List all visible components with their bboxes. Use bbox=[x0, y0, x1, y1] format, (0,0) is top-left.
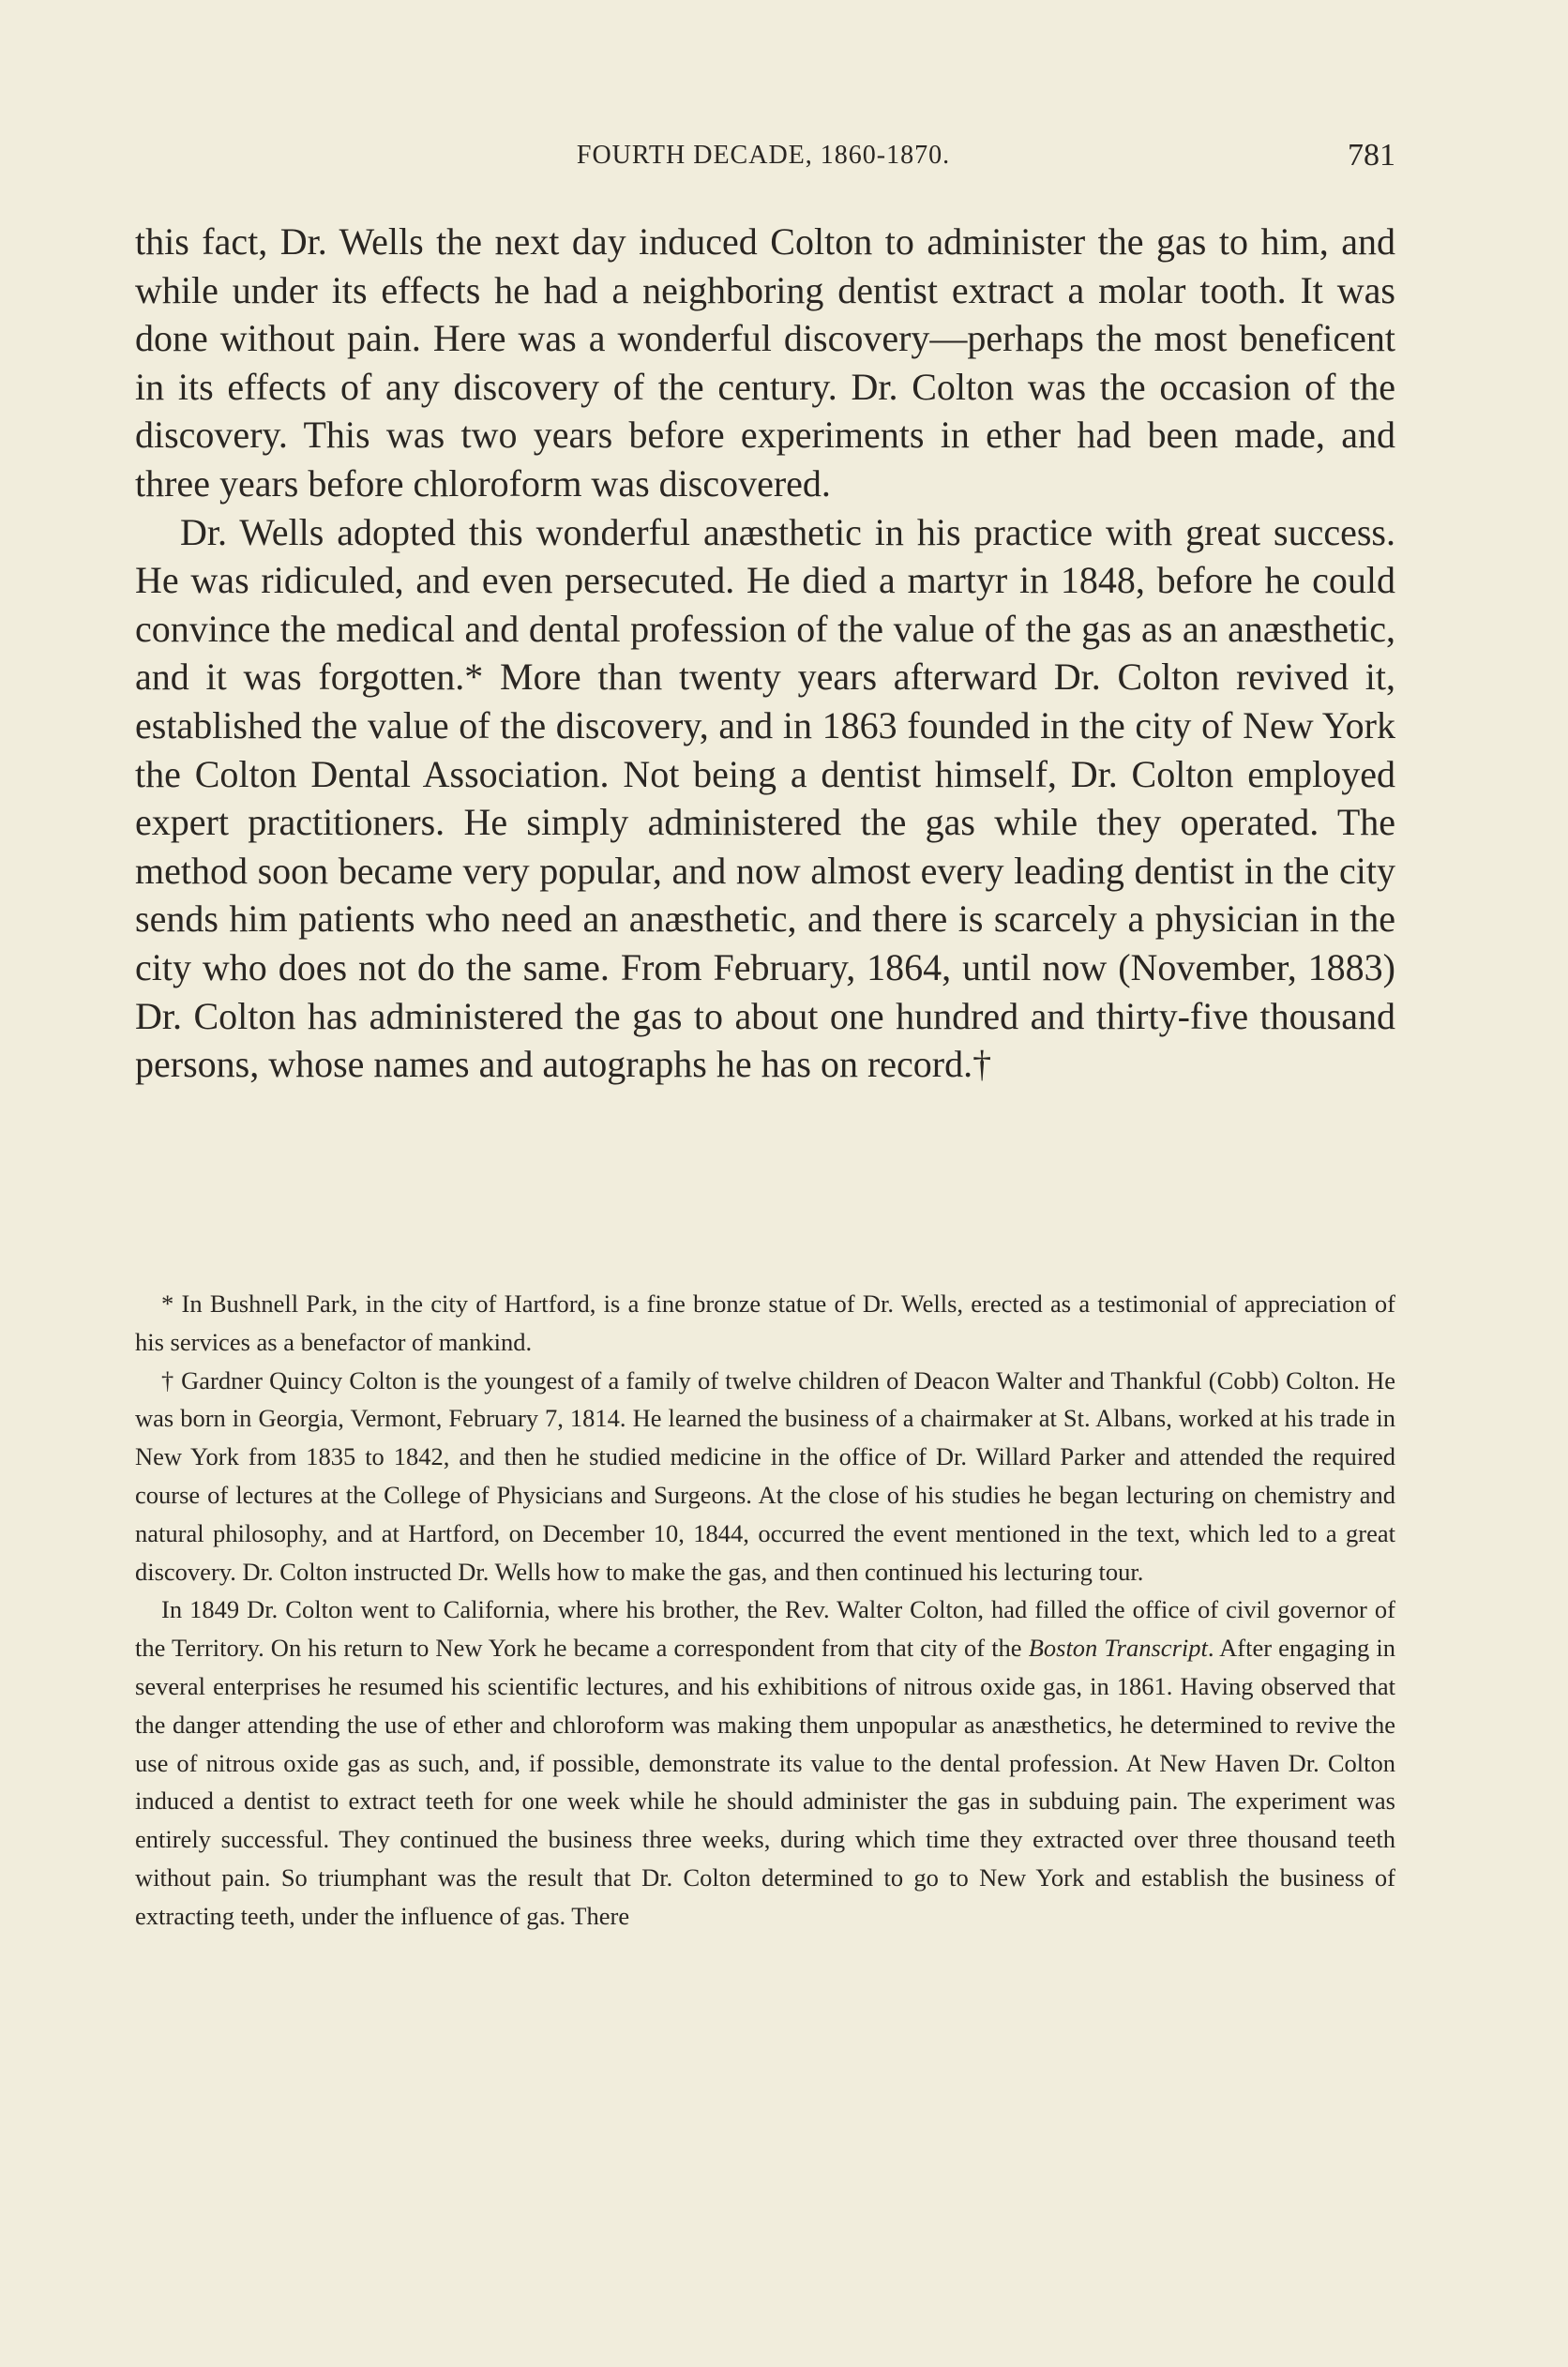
body-paragraph-2: Dr. Wells adopted this wonderful anæsthetic in his practice with great success. He was ridiculed, and even persecuted. He died a martyr in 1848, before he could convince the medical and dental profession of the value of the gas as an anæsthetic, and it was forgotten.* More than twenty years afterward Dr. Colton revived it, established the value of the discovery, and in 1863 founded in the city of New York the Colton Dental Association. Not being a dentist himself, Dr. Colton employed expert practitioners. He simply administered the gas while they operated. The method soon became very popular, and now almost every leading dentist in the city sends him patients who need an anæsthetic, and there is scarcely a physician in the city who does not do the same. From February, 1864, until now (November, 1883) Dr. Colton has administered the gas to about one hundred and thirty-five thousand persons, whose names and autographs he has on record.† bbox=[135, 510, 1395, 1086]
footnotes bbox=[135, 1285, 1395, 1936]
footnote-asterisk: * In Bushnell Park, in the city of Hartford, is a fine bronze statue of Dr. Wells, erected as a testimonial of appreciation of his services as a benefactor of mankind. bbox=[135, 1289, 1395, 1356]
running-head bbox=[131, 137, 1395, 174]
footnote-dagger-continued bbox=[135, 1591, 1395, 1935]
footnote-dagger: † Gardner Quincy Colton is the youngest of a family of twelve children of Deacon Walter and Thankful (Cobb) Colton. He was born in Georgia, Vermont, February 7, 1814. He learned the business of a chairmaker at St. Albans, worked at his trade in New York from 1835 to 1842, and then he studied medicine in the office of Dr. Willard Parker and attended the required course of lectures at the College of Physicians and Surgeons. At the close of his studies he began lecturing on chemistry and natural philosophy, and at Hartford, on December 10, 1844, occurred the event mentioned in the text, which led to a great discovery. Dr. Colton instructed Dr. Wells how to make the gas, and then continued his lecturing tour. bbox=[135, 1365, 1395, 1586]
body-text bbox=[135, 218, 1395, 1089]
body-paragraph-1: this fact, Dr. Wells the next day induced Colton to administer the gas to him, and while under its effects he had a neighboring dentist extract a molar tooth. It was done without pain. Here was a wonderful discovery—perhaps the most beneficent in its effects of any discovery of the century. Dr. Colton was the occasion of the discovery. This was two years before experiments in ether had been made, and three years before chloroform was discovered. bbox=[135, 220, 1395, 505]
footnote-text: In 1849 Dr. Colton went to California, where his brother, the Rev. Walter Colton, had filled the office of civil governor of the Territory. On his return to New York he became a correspondent from that city of the bbox=[135, 1595, 1395, 1663]
page-number: 781 bbox=[1348, 138, 1395, 173]
newspaper-title: Boston Transcript bbox=[1028, 1634, 1208, 1663]
footnote-text: . After engaging in several enterprises he resumed his scientific lectures, and his exhibitions of nitrous oxide gas, in 1861. Having observed that the danger attending the use of ether and chloroform was making them unpopular as anæsthetics, he determined to revive the use of nitrous oxide gas as such, and, if possible, demonstrate its value to the dental profession. At New Haven Dr. Colton induced a dentist to extract teeth for one week while he should administer the gas in subduing pain. The experiment was entirely successful. They continued the business three weeks, during which time they extracted over three thousand teeth without pain. So triumphant was the result that Dr. Colton determined to go to New York and establish the business of extracting teeth, under the influence of gas. There bbox=[135, 1634, 1395, 1930]
running-title: FOURTH DECADE, 1860-1870. bbox=[576, 141, 951, 170]
